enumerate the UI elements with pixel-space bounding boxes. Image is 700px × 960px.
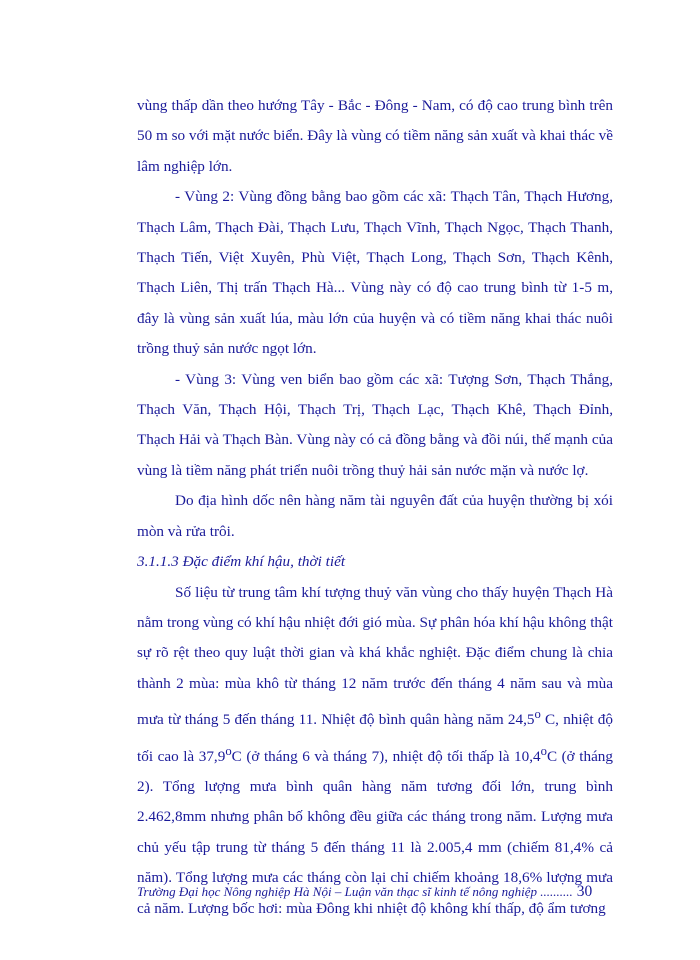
paragraph-erosion: Do địa hình dốc nên hàng năm tài nguyên đất của huyện thường bị xói mòn và rửa trôi. [137, 492, 613, 540]
degree-sup-2: o [225, 743, 232, 758]
page-number: 30 [576, 883, 593, 900]
climate-text-2: C, nhiệt độ tối cao là 37,9 [137, 711, 613, 765]
paragraph-zone-2: - Vùng 2: Vùng đồng bằng bao gồm các xã: Thạch Tân, Thạch Hương, Thạch Lâm, Thạch Đài, Thạch Lưu, Thạch Vĩnh, Thạch Ngọc, Thạch Thanh, Thạch Tiến, Việt Xuyên, Phù Việt, Thạch Long, Thạch Sơn, Thạch Kênh, Thạch Liên, Thị trấn Thạch Hà... Vùng này có độ cao trung bình từ 1-5 m, đây là vùng sản xuất lúa, màu lớn của huyện và có tiềm năng khai thác nuôi trồng thuỷ sản nước ngọt lớn. [137, 188, 613, 358]
paragraph-climate [137, 578, 613, 925]
climate-text-1: Số liệu từ trung tâm khí tượng thuỷ văn vùng cho thấy huyện Thạch Hà nằm trong vùng có khí hậu nhiệt đới gió mùa. Sự phân hóa khí hậu không thật sự rõ rệt theo quy luật thời gian và khá khắc nghiệt. Đặc điểm chung là chia thành 2 mùa: mùa khô từ tháng 12 năm trước đến tháng 4 năm sau và mùa mưa từ tháng 5 đến tháng 11. Nhiệt độ bình quân hàng năm 24,5 [137, 583, 613, 729]
paragraph-highland-continued: vùng thấp dần theo hướng Tây - Bắc - Đông - Nam, có độ cao trung bình trên 50 m so với mặt nước biển. Đây là vùng có tiềm năng sản xuất và khai thác về lâm nghiệp lớn. [137, 97, 614, 175]
degree-sup-1: o [534, 707, 541, 722]
climate-text-3: C (ở tháng 6 và tháng 7), nhiệt độ tối thấp là 10,4 [231, 747, 541, 765]
body-text [137, 91, 613, 924]
paragraph-zone-3: - Vùng 3: Vùng ven biển bao gồm các xã: Tượng Sơn, Thạch Thắng, Thạch Văn, Thạch Hội, Thạch Trị, Thạch Lạc, Thạch Khê, Thạch Đỉnh, Thạch Hải và Thạch Bàn. Vùng này có cả đồng bằng và đồi núi, thế mạnh của vùng là tiềm năng phát triển nuôi trồng thuỷ hải sản nước mặn và nước lợ. [137, 370, 613, 479]
degree-sup-3: o [540, 743, 547, 758]
climate-text-4: C (ở tháng 2). Tổng lượng mưa bình quân hàng năm tương đối lớn, trung bình 2.462,8mm nhưng phân bố không đều giữa các tháng trong năm. Lượng mưa chủ yếu tập trung từ tháng 5 đến tháng 11 là 2.005,4 mm (chiếm 81,4% cả năm). Tổng lượng mưa các tháng còn lại chỉ chiếm khoảng 18,6% lượng mưa cả năm. Lượng bốc hơi: mùa Đông khi nhiệt độ không khí thấp, độ ẩm tương [137, 747, 613, 917]
section-heading: 3.1.1.3 Đặc điểm khí hậu, thời tiết [137, 553, 346, 571]
page-footer [137, 880, 613, 904]
footer-text: Trường Đại học Nông nghiệp Hà Nội – Luận văn thạc sĩ kinh tế nông nghiệp .......... [137, 884, 573, 899]
